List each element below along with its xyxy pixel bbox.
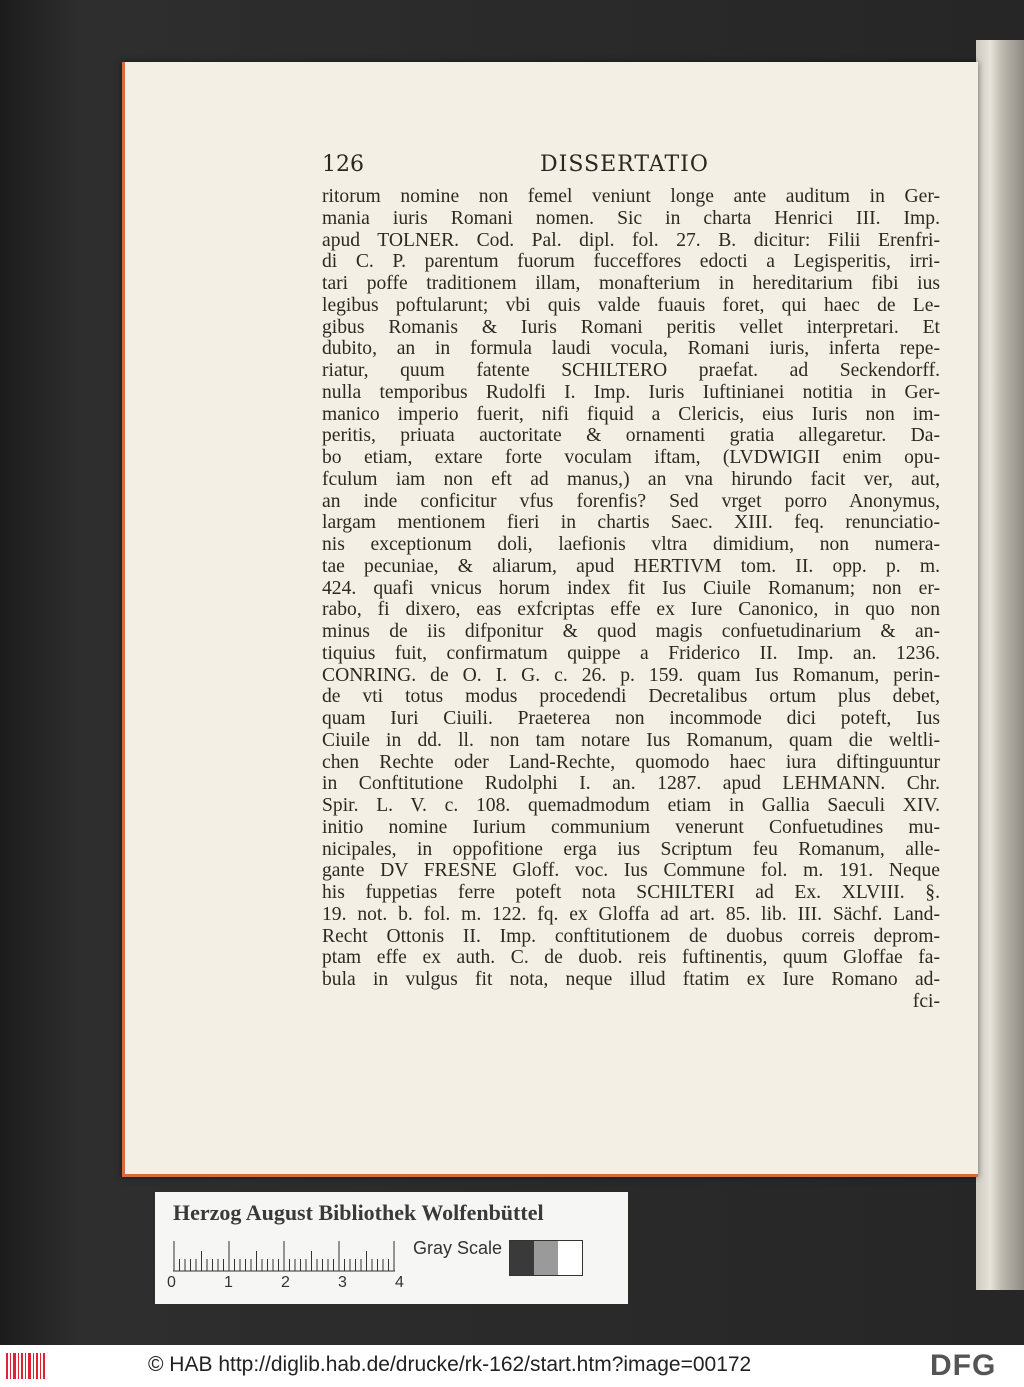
text-line: ptam effe ex auth. C. de duob. reis fuftinentis, quum Gloffae fa- xyxy=(322,947,940,969)
text-line: nicipales, in oppofitione erga ius Scriptum feu Romanum, alle- xyxy=(322,838,940,860)
text-line: an inde conficitur vfus forenfis? Sed vrget porro Anonymus, xyxy=(322,490,940,512)
text-line: gibus Romanis & Iuris Romani peritis vellet interpretari. Et xyxy=(322,316,940,338)
text-line: his fuppetias ferre poteft nota SCHILTERI ad Ex. XLVIII. §. xyxy=(322,882,940,903)
ruler-labels xyxy=(167,1274,407,1294)
text-line: di C. P. parentum fuorum fucceffores edocti a Legisperitis, irri- xyxy=(322,251,940,273)
barcode-icon xyxy=(6,1351,46,1381)
text-line: quam Iuri Ciuili. Praeterea non incommode dici poteft, Ius xyxy=(322,708,940,729)
text-line: nulla temporibus Rudolfi I. Imp. Iuris Iuftinianei notitia in Ger- xyxy=(322,381,940,403)
text-line: 19. not. b. fol. m. 122. fq. ex Gloffa ad art. 85. lib. III. Sächf. Land- xyxy=(322,903,940,925)
scale-ruler xyxy=(173,1238,395,1272)
copyright-link[interactable]: © HAB http://diglib.hab.de/drucke/rk-162/start.htm?image=00172 xyxy=(148,1353,752,1376)
text-line: manico imperio fuerit, nifi fiquid a Clericis, eius Iuris non im- xyxy=(322,403,940,425)
catchword: fci- xyxy=(912,990,940,1012)
text-line: tiquius fuit, confirmatum quippe a Friderico II. Imp. an. 1236. xyxy=(322,642,940,664)
text-line: dubito, an in formula laudi voculа, Romani iuris, inferta repe- xyxy=(322,338,940,360)
text-line: tae pecuniae, & aliarum, apud HERTIVM tom. II. opp. p. m. xyxy=(322,555,940,577)
text-line: rabo, fi dixero, eas exfcriptas effe ex Iure Canonico, in quo non xyxy=(322,599,940,621)
page-number: 126 xyxy=(322,152,364,177)
library-name: Herzog August Bibliothek Wolfenbüttel xyxy=(173,1200,544,1225)
text-line: Recht Ottonis II. Imp. conftitutionem de duobus correis deprom- xyxy=(322,925,940,947)
text-line: mania iuris Romani nomen. Sic in charta Henrici III. Imp. xyxy=(322,207,940,229)
text-line: riatur, quum fatente SCHILTERO praefat. ad Seckendorff. xyxy=(322,360,940,381)
text-line: bo etiam, extare forte voculam iftam, (LVDWIGII enim opu- xyxy=(322,447,940,468)
text-line: ritorum nomine non femel veniunt longe ante auditum in Ger- xyxy=(322,186,940,207)
page-header xyxy=(322,152,942,182)
ruler-label: 1 xyxy=(224,1274,233,1291)
text-line: gante DV FRESNE Gloff. voc. Ius Commune fol. m. 191. Neque xyxy=(322,860,940,882)
gray-scale-label: Gray Scale xyxy=(413,1238,503,1258)
text-line: peritis, priuata auctoritate & ornamenti gratia allegaretur. Da- xyxy=(322,425,940,447)
ruler-label: 3 xyxy=(338,1274,347,1291)
text-line: 424. quafi vnicus horum index fit Ius Ciuile Romanum; non er- xyxy=(322,577,940,599)
swatch-light xyxy=(558,1241,582,1275)
ruler-label: 0 xyxy=(167,1274,176,1291)
library-card xyxy=(155,1192,628,1304)
swatch-dark xyxy=(510,1241,534,1275)
text-line: legibus poftularunt; vbi quis valde fuauis foret, qui haec de Le- xyxy=(322,294,940,316)
running-head: DISSERTATIO xyxy=(540,152,709,177)
body-text xyxy=(322,186,940,1013)
text-line: Ciuile in dd. ll. non tam notare Ius Romanum, quam die weltli- xyxy=(322,729,940,751)
ruler-label: 2 xyxy=(281,1274,290,1291)
text-line: initio nomine Iurium communium venerunt Confuetudines mu- xyxy=(322,816,940,838)
text-line: tari poffe traditionem illam, monafterium in hereditarium fibi ius xyxy=(322,273,940,294)
text-line: largam mentionem fieri in chartis Saec. XIII. feq. renunciatio- xyxy=(322,512,940,534)
gray-scale-swatches xyxy=(509,1240,583,1276)
text-line: Spir. L. V. c. 108. quemadmodum etiam in Gallia Saeculi XIV. xyxy=(322,795,940,816)
text-line: nis exceptionum doli, laefionis vltra dimidium, non numera- xyxy=(322,534,940,555)
dfg-logo: DFG xyxy=(930,1349,997,1382)
text-line: chen Rechte oder Land-Rechte, quomodo haec iura diftinguuntur xyxy=(322,751,940,773)
swatch-mid xyxy=(534,1241,558,1275)
text-line: CONRING. de O. I. G. c. 26. p. 159. quam Ius Romanum, perin- xyxy=(322,664,940,686)
text-line: fculum iam non eft ad manus,) an vna hirundo facit ver, aut, xyxy=(322,468,940,490)
adjacent-page-edge xyxy=(976,40,1024,1290)
text-line: apud TOLNER. Cod. Pal. dipl. fol. 27. B. dicitur: Filii Erenfri- xyxy=(322,229,940,251)
text-line: bula in vulgus fit nota, neque illud ftatim ex Iure Romano ad- xyxy=(322,969,940,990)
text-line: in Conftitutione Rudolphi I. an. 1287. apud LEHMANN. Chr. xyxy=(322,773,940,795)
ruler-label: 4 xyxy=(395,1274,404,1291)
text-line: de vti totus modus procedendi Decretalibus ortum plus debet, xyxy=(322,686,940,708)
text-line: minus de iis difponitur & quod magis confuetudinarium & an- xyxy=(322,621,940,642)
footer-bar xyxy=(0,1345,1024,1387)
